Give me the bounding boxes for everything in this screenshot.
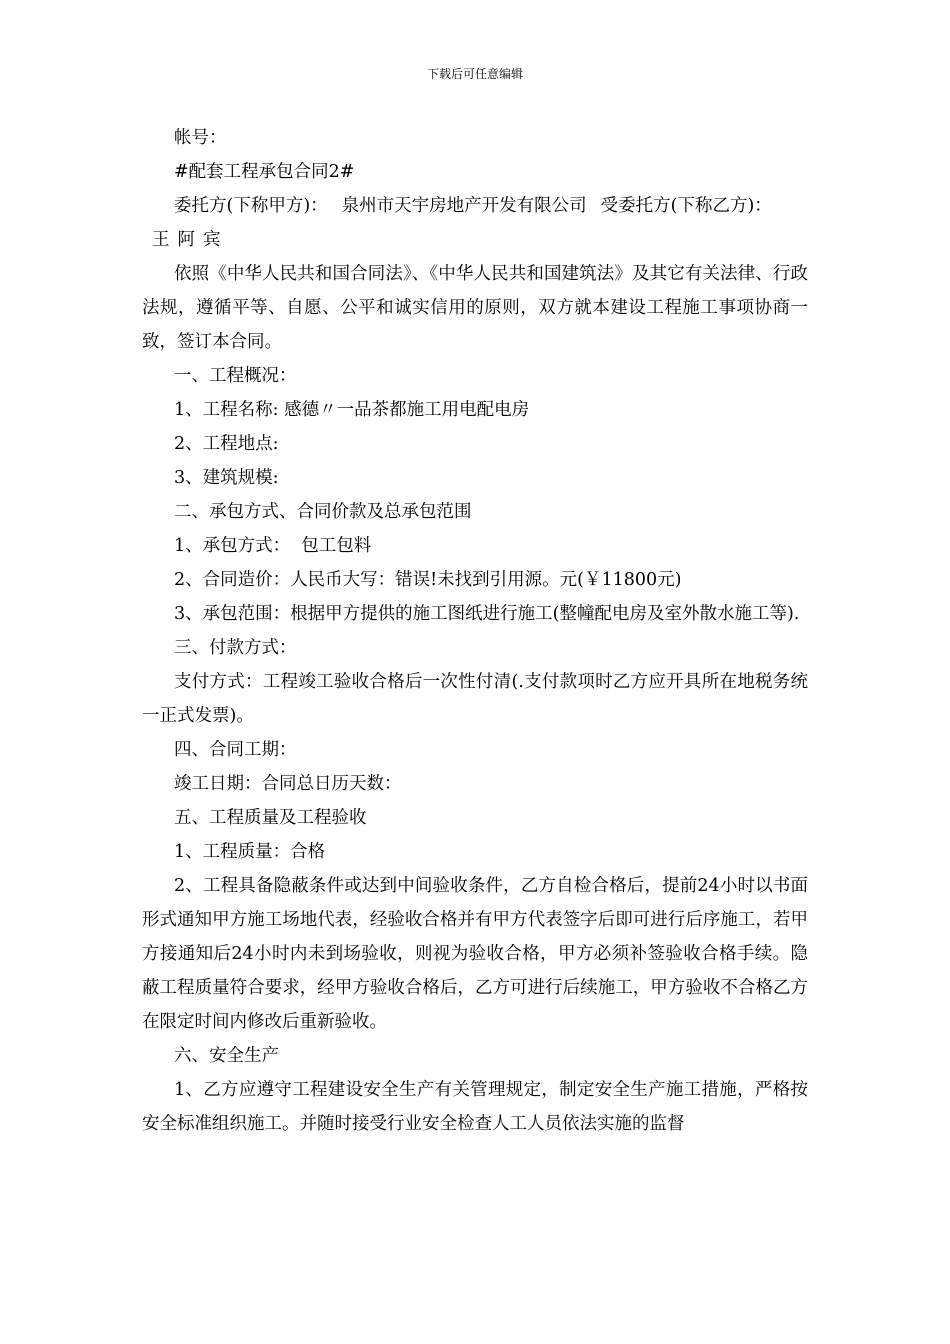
contract-method-line: 1、承包方式： 包工包料 (174, 536, 372, 556)
project-scale-line: 3、建筑规模: (174, 468, 279, 488)
payment-method-paragraph: 支付方式：工程竣工验收合格后一次性付清(.支付款项时乙方应开具所在地税务统一正式发票)。 (142, 672, 808, 726)
section-3-heading: 三、付款方式： (174, 638, 297, 658)
contract-title: #配套工程承包合同2# (174, 162, 355, 182)
page-header: 下载后可任意编辑 (426, 67, 523, 81)
section-2-heading: 二、承包方式、合同价款及总承包范围 (174, 502, 472, 522)
party-a-line (142, 189, 808, 223)
contract-scope-paragraph: 3、承包范围：根据甲方提供的施工图纸进行施工(整幢配电房及室外散水施工等). (174, 604, 800, 624)
section-1-heading: 一、工程概况： (174, 366, 297, 386)
project-location-line: 2、工程地点: (174, 434, 279, 454)
intro-paragraph: 依照《中华人民共和国合同法》、《中华人民共和国建筑法》及其它有关法律、行政法规，遵循平等、自愿、公平和诚实信用的原则，双方就本建设工程施工事项协商一致，签订本合同。 (142, 264, 808, 352)
acceptance-paragraph: 2、工程具备隐蔽条件或达到中间验收条件，乙方自检合格后，提前24小时以书面形式通知甲方施工场地代表，经验收合格并有甲方代表签字后即可进行后序施工，若甲方接通知后24小时内未到场验收，则视为验收合格，甲方必须补签验收合格手续。隐蔽工程质量符合要求，经甲方验收合格后，乙方可进行后续施工，甲方验收不合格乙方在限定时间内修改后重新验收。 (142, 876, 808, 1032)
party-a-label: 委托方(下称甲方)： (174, 196, 328, 216)
section-4-heading: 四、合同工期： (174, 740, 297, 760)
contract-body (142, 121, 808, 1141)
party-b-name: 王阿宾 (152, 230, 229, 250)
party-a-name: 泉州市天宇房地产开发有限公司 (341, 196, 587, 216)
account-line: 帐号： (174, 128, 227, 148)
project-name-line: 1、工程名称: 感德〃一品茶都施工用电配电房 (174, 400, 530, 420)
party-b-label: 受委托方(下称乙方)： (600, 196, 772, 216)
quality-line: 1、工程质量：合格 (174, 842, 326, 862)
contract-price-line: 2、合同造价：人民币大写：错误!未找到引用源。元(￥11800元) (174, 570, 682, 590)
safety-paragraph: 1、乙方应遵守工程建设安全生产有关管理规定，制定安全生产施工措施，严格按安全标准组织施工。并随时接受行业安全检查人工人员依法实施的监督 (142, 1080, 808, 1134)
section-5-heading: 五、工程质量及工程验收 (174, 808, 367, 828)
completion-date-line: 竣工日期：合同总日历天数： (174, 774, 402, 794)
section-6-heading: 六、安全生产 (174, 1046, 279, 1066)
